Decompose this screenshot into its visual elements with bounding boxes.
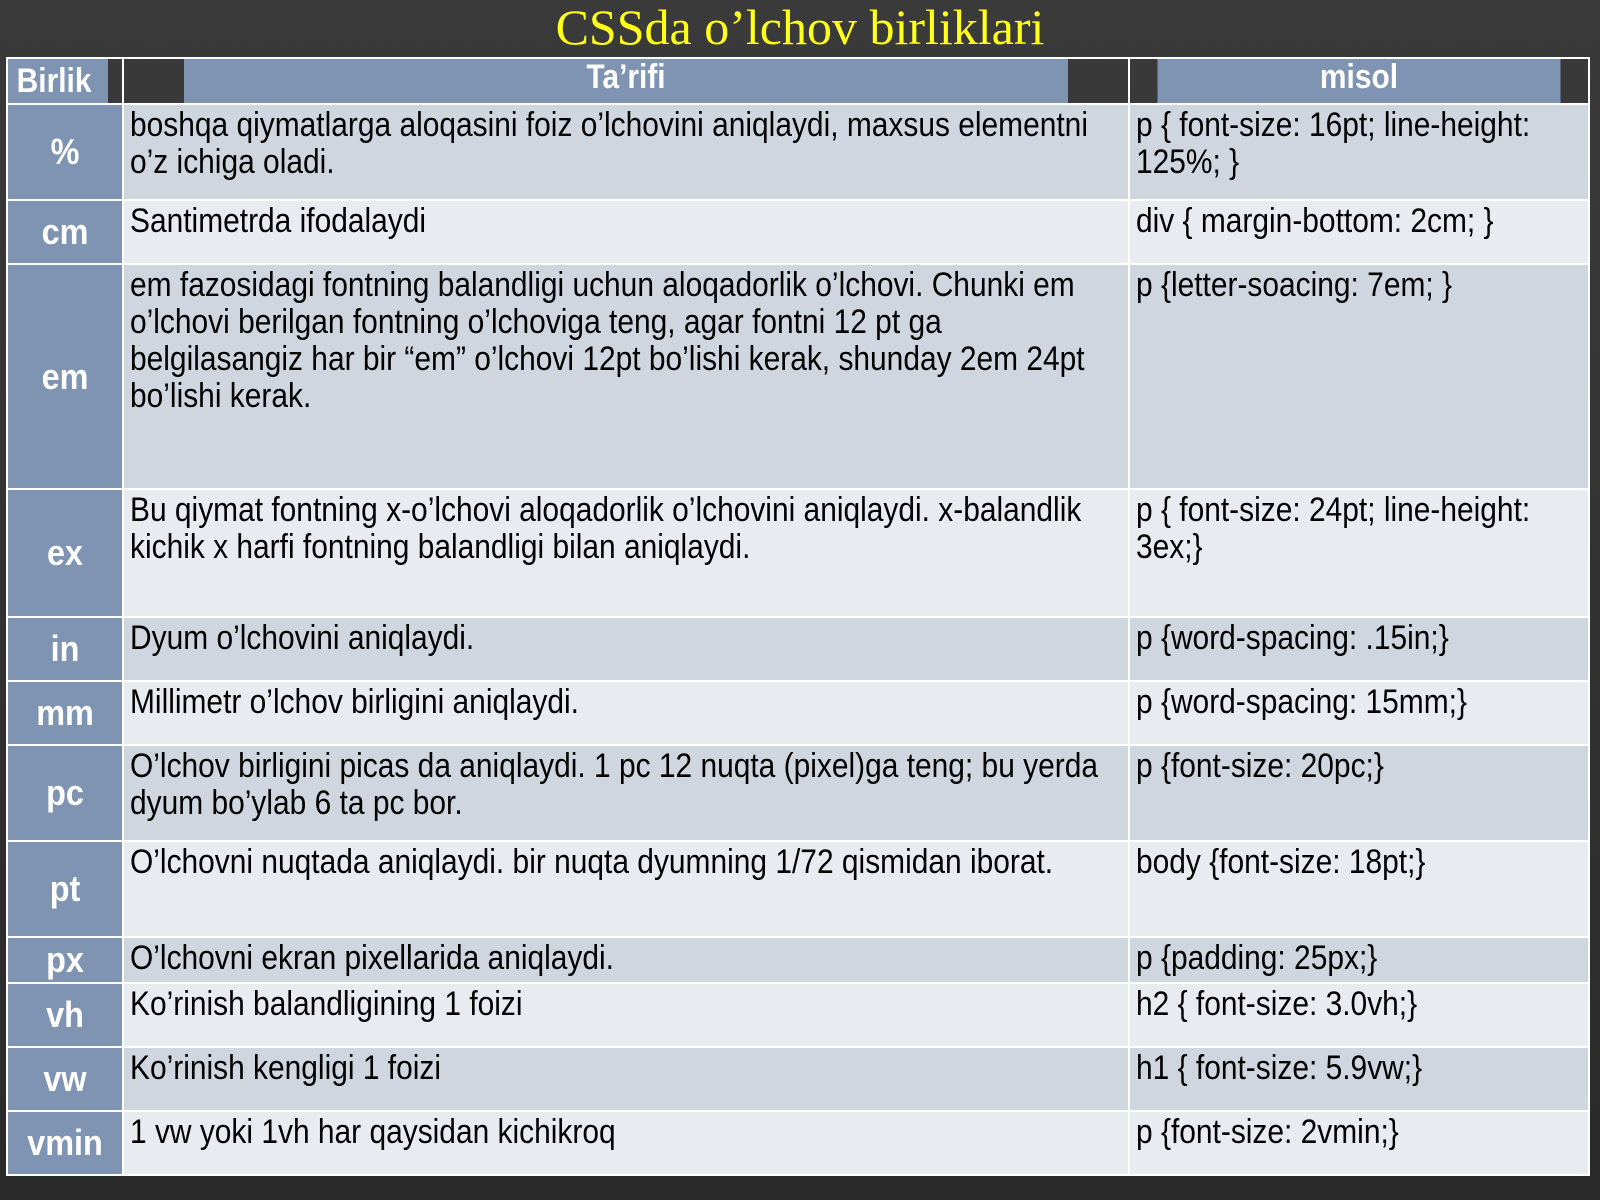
example-cell: p {font-size: 2vmin;} <box>1129 1111 1589 1175</box>
unit-cell: cm <box>7 200 123 264</box>
unit-cell: em <box>7 264 123 489</box>
example-cell: div { margin-bottom: 2cm; } <box>1129 200 1589 264</box>
table-row <box>7 1047 1589 1111</box>
description-cell: boshqa qiymatlarga aloqasini foiz o’lchovini aniqlaydi, maxsus elementni o’z ichiga oladi. <box>123 104 1129 200</box>
description-cell: Santimetrda ifodalaydi <box>123 200 1129 264</box>
table-row <box>7 617 1589 681</box>
unit-cell: vh <box>7 983 123 1047</box>
example-cell: p { font-size: 16pt; line-height: 125%; } <box>1129 104 1589 200</box>
example-cell: p {padding: 25px;} <box>1129 937 1589 983</box>
description-cell: O’lchov birligini picas da aniqlaydi. 1 pc 12 nuqta (pixel)ga teng; bu yerda dyum bo’ylab 6 ta pc bor. <box>123 745 1129 841</box>
table-row <box>7 489 1589 617</box>
table-row <box>7 200 1589 264</box>
description-cell: Ko’rinish kengligi 1 foizi <box>123 1047 1129 1111</box>
unit-cell: mm <box>7 681 123 745</box>
header-description: Ta’rifi <box>183 58 1068 104</box>
example-cell: h2 { font-size: 3.0vh;} <box>1129 983 1589 1047</box>
table-row <box>7 745 1589 841</box>
table-row <box>7 983 1589 1047</box>
description-cell: Ko’rinish balandligining 1 foizi <box>123 983 1129 1047</box>
description-cell: em fazosidagi fontning balandligi uchun aloqadorlik o’lchovi. Chunki em o’lchovi berilgan fontning o’lchoviga teng, agar fontni 12 pt ga belgilasangiz har bir “em” o’lchovi 12pt bo’lishi kerak, shunday 2em 24pt bo’lishi kerak. <box>123 264 1129 489</box>
table-row <box>7 681 1589 745</box>
example-cell: h1 { font-size: 5.9vw;} <box>1129 1047 1589 1111</box>
unit-cell: pt <box>7 841 123 937</box>
table-row <box>7 937 1589 983</box>
units-table <box>6 57 1590 1176</box>
description-cell: O’lchovni ekran pixellarida aniqlaydi. <box>123 937 1129 983</box>
description-cell: Dyum o’lchovini aniqlaydi. <box>123 617 1129 681</box>
header-example: misol <box>1157 58 1562 104</box>
description-cell: Bu qiymat fontning x-o’lchovi aloqadorlik o’lchovini aniqlaydi. x-balandlik kichik x harfi fontning balandligi bilan aniqlaydi. <box>123 489 1129 617</box>
table-row <box>7 264 1589 489</box>
description-cell: Millimetr o’lchov birligini aniqlaydi. <box>123 681 1129 745</box>
example-cell: p {word-spacing: .15in;} <box>1129 617 1589 681</box>
example-cell: p {letter-soacing: 7em; } <box>1129 264 1589 489</box>
unit-cell: pc <box>7 745 123 841</box>
description-cell: 1 vw yoki 1vh har qaysidan kichikroq <box>123 1111 1129 1175</box>
unit-cell: ex <box>7 489 123 617</box>
table-row <box>7 104 1589 200</box>
example-cell: p {word-spacing: 15mm;} <box>1129 681 1589 745</box>
table-row <box>7 1111 1589 1175</box>
header-unit: Birlik <box>7 58 109 104</box>
table-row <box>7 841 1589 937</box>
unit-cell: in <box>7 617 123 681</box>
description-cell: O’lchovni nuqtada aniqlaydi. bir nuqta dyumning 1/72 qismidan iborat. <box>123 841 1129 937</box>
unit-cell: px <box>7 937 123 983</box>
example-cell: body {font-size: 18pt;} <box>1129 841 1589 937</box>
table-header-row <box>7 58 1589 104</box>
unit-cell: % <box>7 104 123 200</box>
example-cell: p {font-size: 20pc;} <box>1129 745 1589 841</box>
unit-cell: vmin <box>7 1111 123 1175</box>
slide-title: CSSda o’lchov birliklari <box>555 0 1045 55</box>
example-cell: p { font-size: 24pt; line-height: 3ex;} <box>1129 489 1589 617</box>
unit-cell: vw <box>7 1047 123 1111</box>
